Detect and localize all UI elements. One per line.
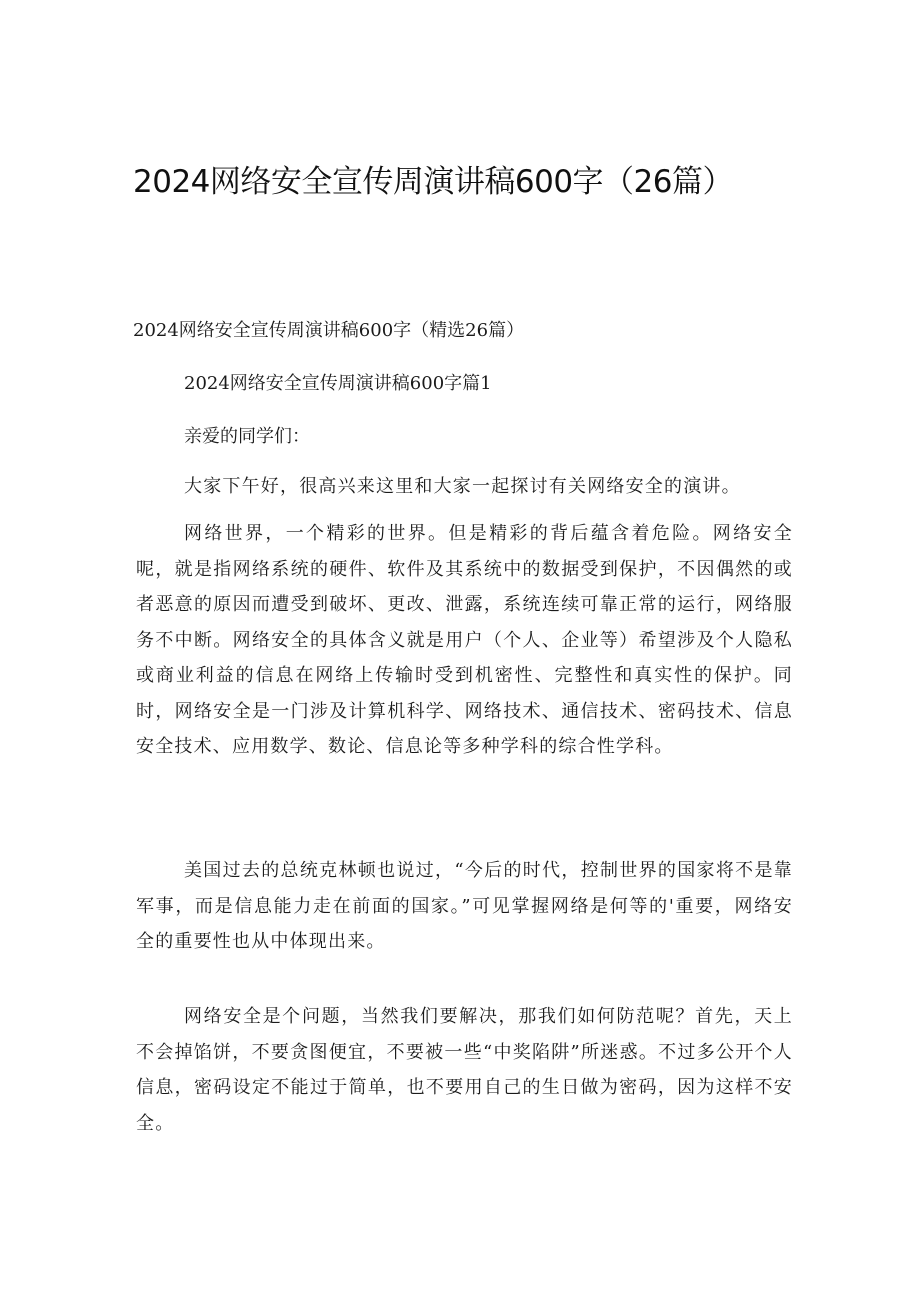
document-title: 2024网络安全宣传周演讲稿600字（26篇） xyxy=(133,164,734,200)
paragraph-quote: 美国过去的总统克林顿也说过，“今后的时代，控制世界的国家将不是靠军事，而是信息能力走在前面的国家。”可见掌握网络是何等的'重要，网络安全的重要性也从中体现出来。 xyxy=(136,860,793,952)
paragraph-prevention: 网络安全是个问题，当然我们要解决，那我们如何防范呢？首先，天上不会掉馅饼，不要贪图便宜，不要被一些“中奖陷阱”所迷惑。不过多公开个人信息，密码设定不能过于简单，也不要用自己的生日做为密码，因为这样不安全。 xyxy=(136,1006,793,1134)
paragraph-opening: 大家下午好，很高兴来这里和大家一起探讨有关网络安全的演讲。 xyxy=(184,476,741,497)
paragraph-definition: 网络世界，一个精彩的世界。但是精彩的背后蕴含着危险。网络安全呢，就是指网络系统的硬件、软件及其系统中的数据受到保护，不因偶然的或者恶意的原因而遭受到破坏、更改、泄露，系统连续可靠正常的运行，网络服务不中断。网络安全的具体含义就是用户（个人、企业等）希望涉及个人隐私或商业利益的信息在网络上传输时受到机密性、完整性和真实性的保护。同时，网络安全是一门涉及计算机科学、网络技术、通信技术、密码技术、信息安全技术、应用数学、数论、信息论等多种学科的综合性学科。 xyxy=(136,523,793,757)
section-heading: 2024网络安全宣传周演讲稿600字篇1 xyxy=(184,373,492,394)
document-subtitle: 2024网络安全宣传周演讲稿600字（精选26篇） xyxy=(133,320,525,341)
greeting-line: 亲爱的同学们： xyxy=(184,426,310,447)
